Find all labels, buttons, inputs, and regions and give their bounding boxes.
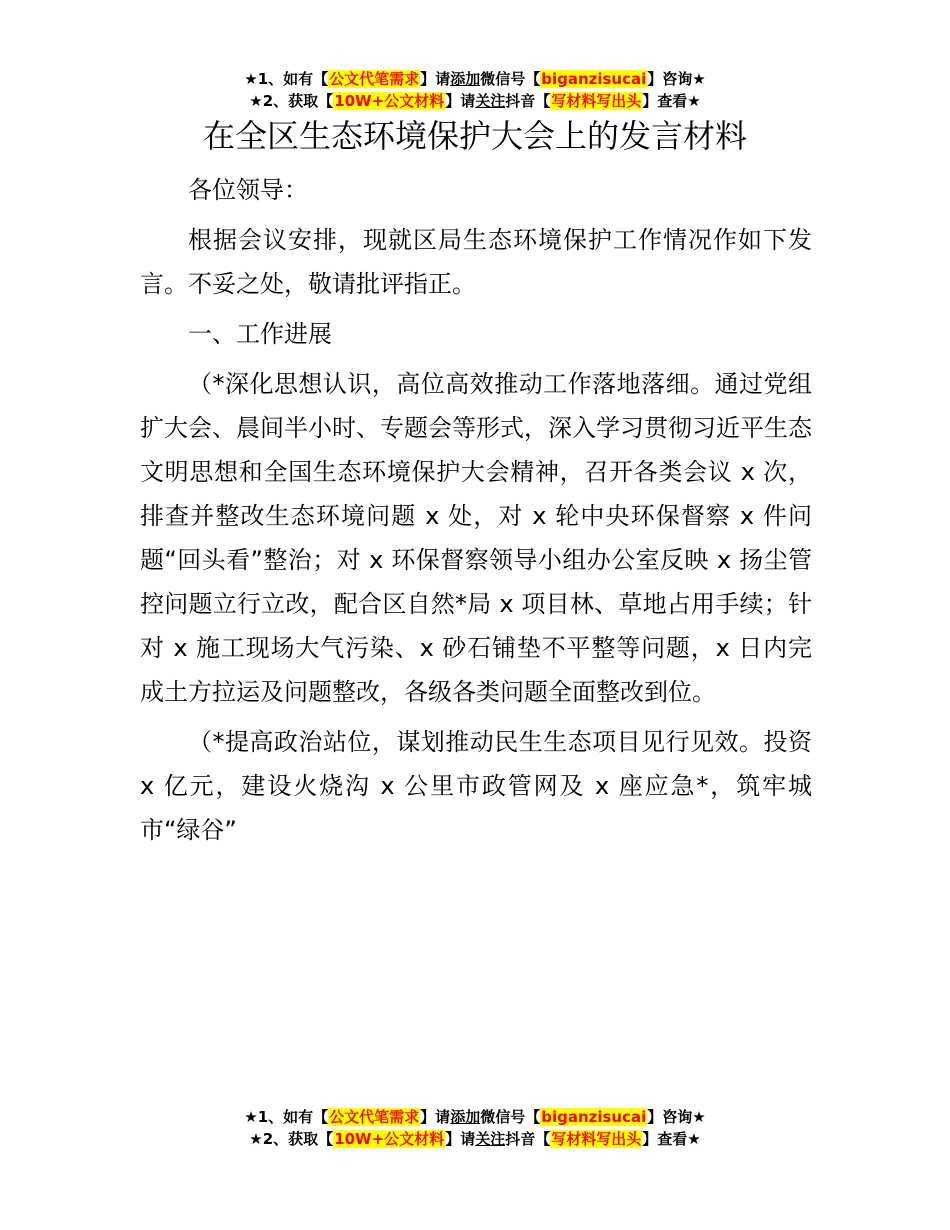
document-body: [140, 168, 812, 858]
section-heading: 一、工作进展: [188, 320, 332, 348]
body-paragraph: （*深化思想认识，高位高效推动工作落地落细。通过党组扩大会、晨间半小时、专题会等形式，深入学习贯彻习近平生态文明思想和全国生态环境保护大会精神，召开各类会议 x 次，排查并整改生态环境问题 x 处，对 x 轮中央环保督察 x 件问题“回头看”整治；对 x 环保督察领导小组办公室反映 x 扬尘管控问题立行立改，配合区自然*局 x 项目林、草地占用手续；针对 x 施工现场大气污染、x 砂石铺垫不平整等问题，x 日内完成土方拉运及问题整改，各级各类问题全面整改到位。: [140, 370, 812, 706]
promo-banner-top: [0, 68, 950, 112]
promo-highlight: biganzisucai: [541, 70, 647, 88]
promo-highlight: 写材料写出头: [551, 1130, 642, 1148]
salutation: 各位领导：: [188, 176, 308, 204]
promo-banner-bottom: [0, 1106, 950, 1150]
body-paragraph: 根据会议安排，现就区局生态环境保护工作情况作如下发言。不妥之处，敬请批评指正。: [140, 226, 812, 298]
promo-highlight: 10W+公文材料: [334, 1130, 445, 1148]
body-paragraph: （*提高政治站位，谋划推动民生生态项目见行见效。投资 x 亿元，建设火烧沟 x 公里市政管网及 x 座应急*，筑牢城市“绿谷”: [140, 728, 812, 844]
promo-highlight: 写材料写出头: [551, 92, 642, 110]
promo-highlight: 公文代笔需求: [329, 1108, 420, 1126]
promo-line-2: ★2、获取【10W+公文材料】请关注抖音【写材料写出头】查看★: [249, 1130, 701, 1148]
promo-line-2: ★2、获取【10W+公文材料】请关注抖音【写材料写出头】查看★: [249, 92, 701, 110]
promo-highlight: biganzisucai: [541, 1108, 647, 1126]
promo-line-1: ★1、如有【公文代笔需求】请添加微信号【biganzisucai】咨询★: [244, 70, 706, 88]
document-title: 在全区生态环境保护大会上的发言材料: [202, 117, 747, 155]
promo-highlight: 10W+公文材料: [334, 92, 445, 110]
promo-highlight: 公文代笔需求: [329, 70, 420, 88]
promo-line-1: ★1、如有【公文代笔需求】请添加微信号【biganzisucai】咨询★: [244, 1108, 706, 1126]
